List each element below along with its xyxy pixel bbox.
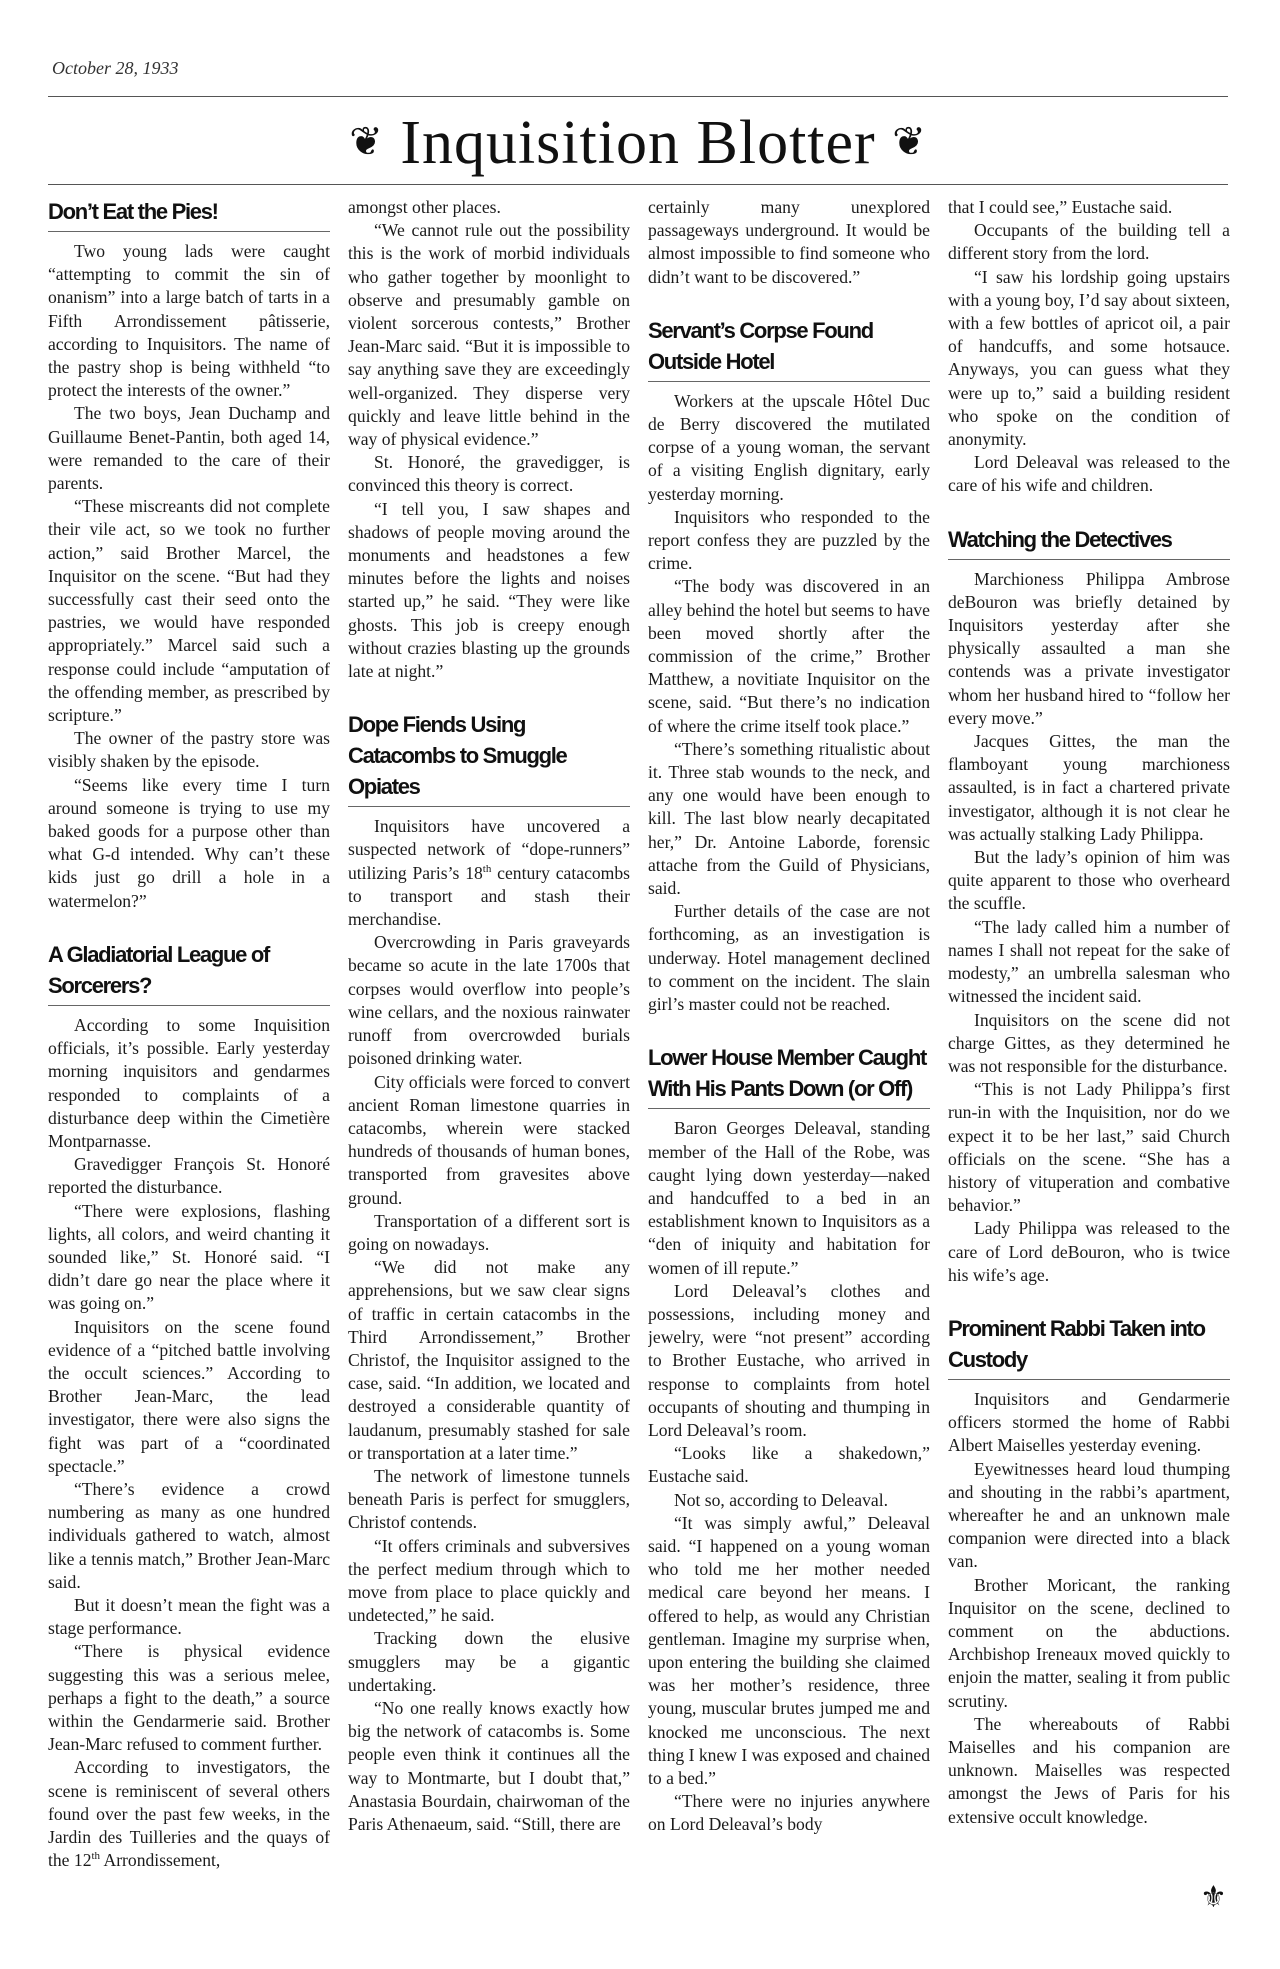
paragraph: Transportation of a different sort is going on nowadays. — [348, 1210, 630, 1254]
paragraph: “It offers criminals and subversives the perfect medium through which to move from place to place quickly and undetected,” he said. — [348, 1535, 630, 1626]
headline-detectives: Watching the Detectives — [948, 524, 1230, 560]
fleur-de-lis-icon: ⚜ — [1200, 1881, 1227, 1914]
paragraph: Inquisitors on the scene found evidence of a “pitched battle involving the occult sciences.” According to Brother Jean-Marc, the lead investigator, there were also signs the fight was part of a “coordinated spectacle.” — [48, 1316, 330, 1476]
paragraph: “Looks like a shakedown,” Eustache said. — [648, 1443, 930, 1487]
paragraph: “I tell you, I saw shapes and shadows of people moving around the monuments and headstones a few minutes before the lights and noises started up,” he said. “They were like ghosts. This job is creepy enough without crazies blasting up the grounds late at night.” — [348, 498, 630, 682]
paragraph: Occupants of the building tell a different story from the lord. — [948, 220, 1230, 264]
paragraph: Eyewitnesses heard loud thumping and shouting in the rabbi’s apartment, whereafter he and an unknown male companion were directed into a black van. — [948, 1458, 1230, 1572]
top-rule — [48, 96, 1228, 97]
paragraph: Jacques Gittes, the man the flamboyant young marchioness assaulted, is in fact a chartered private investigator, although it is not clear he was actually stalking Lady Philippa. — [948, 731, 1230, 844]
paragraph: “I saw his lordship going upstairs with a young boy, I’d say about sixteen, with a few bottles of apricot oil, a pair of handcuffs, and some hotsauce. Anyways, you can guess what they were up to,” said a building resident who spoke on the condition of anonymity. — [948, 266, 1230, 450]
flourish-left-icon: ❦ — [349, 119, 384, 164]
paragraph: Inquisitors and Gendarmerie officers stormed the home of Rabbi Albert Maiselles yesterday evening. — [948, 1388, 1230, 1456]
column-4 — [948, 196, 1230, 1946]
paragraph: “There is physical evidence suggesting this was a serious melee, perhaps a fight to the death,” a source within the Gendarmerie said. Brother Jean-Marc refused to comment further. — [48, 1641, 330, 1755]
headline-lower-house: Lower House Member Caught With His Pants Down (or Off) — [648, 1042, 930, 1109]
paragraph: St. Honoré, the gravedigger, is convinced this theory is correct. — [348, 452, 630, 496]
headline-rabbi: Prominent Rabbi Taken into Custody — [948, 1313, 1230, 1380]
paragraph: Baron Georges Deleaval, standing member of the Hall of the Robe, was caught lying down yesterday—naked and handcuffed to a bed in an establishment known to Inquisitors as a “den of iniquity and habitation for women of ill repute.” — [648, 1118, 930, 1278]
paragraph: amongst other places. — [348, 197, 501, 217]
paragraph: But the lady’s opinion of him was quite apparent to those who overheard the scuffle. — [948, 847, 1230, 914]
paragraph: “These miscreants did not complete their vile act, so we took no further action,” said Brother Marcel, the Inquisitor on the scene. “But had they successfully cast their seed onto the pastries, we would have responded appropriately.” Marcel said such a response could include “amputation of the offending member, as prescribed by scripture.” — [48, 496, 330, 726]
paragraph: Marchioness Philippa Ambrose deBouron was briefly detained by Inquisitors yesterday after she physically assaulted a man she contends was a private investigator whom her husband hired to “follow her every move.” — [948, 568, 1230, 728]
text-run: Inquisitors have uncovered a suspected network of “dope-runners” utilizing Paris’s 18 — [348, 816, 630, 883]
paragraph: Workers at the upscale Hôtel Duc de Berry discovered the mutilated corpse of a young woman, the servant of a visiting English dignitary, early yesterday morning. — [648, 390, 930, 504]
paragraph: “There were no injuries anywhere on Lord Deleaval’s body — [648, 1791, 930, 1835]
paragraph: But it doesn’t mean the fight was a stage performance. — [48, 1594, 330, 1639]
paragraph: Not so, according to Deleaval. — [674, 1489, 888, 1510]
paragraph: “The body was discovered in an alley behind the hotel but seems to have been moved shortly after the commission of the crime,” Brother Matthew, a novitiate Inquisitor on the scene, said. “But there’s no indication of where the crime itself took place.” — [648, 576, 930, 736]
issue-date: October 28, 1933 — [52, 58, 179, 78]
paragraph: The network of limestone tunnels beneath Paris is perfect for smugglers, Christof contends. — [348, 1465, 630, 1533]
paragraph: The two boys, Jean Duchamp and Guillaume Benet-Pantin, both aged 14, were remanded to the care of their parents. — [48, 403, 330, 494]
column-1 — [48, 196, 330, 1946]
page-title: Inquisition Blotter — [400, 109, 876, 177]
paragraph: “It was simply awful,” Deleaval said. “I happened on a young woman who told me her mother needed medical care beyond her means. I offered to help, as would any Christian gentleman. Imagine my surprise when, upon entering the building she claimed was her mother’s residence, three young, muscular brutes jumped me and knocked me unconscious. The next thing I knew I was exposed and chained to a bed.” — [648, 1512, 930, 1788]
paragraph: “There’s something ritualistic about it. Three stab wounds to the neck, and any one would have been enough to kill. The last blow nearly decapitated her,” Dr. Antoine Laborde, forensic attache from the Guild of Physicians, said. — [648, 738, 930, 899]
paragraph — [48, 1756, 330, 1872]
paragraph: “No one really knows exactly how big the network of catacombs is. Some people even think it continues all the way to Montmarte, but I doubt that,” Anastasia Bourdain, chairwoman of the Paris Athenaeum, said. “Still, there are — [348, 1697, 630, 1834]
paragraph: Brother Moricant, the ranking Inquisitor on the scene, declined to comment on the abductions. Archbishop Ireneaux moved quickly to enjoin the matter, sealing it from public scrutiny. — [948, 1574, 1230, 1711]
ordinal-suffix: th — [482, 862, 492, 875]
paragraph — [348, 815, 630, 931]
headline-sorcerers: A Gladiatorial League of Sorcerers? — [48, 939, 330, 1006]
headline-catacombs: Dope Fiends Using Catacombs to Smuggle Opiates — [348, 709, 630, 807]
paragraph: Overcrowding in Paris graveyards became so acute in the late 1700s that corpses would overflow into people’s wine cellars, and the noxious rainwater runoff from overcrowded burials poisoned drinking water. — [348, 932, 630, 1069]
text-run: century catacombs to transport and stash their merchandise. — [348, 862, 630, 930]
paragraph: “Seems like every time I turn around someone is trying to use my baked goods for a purpose other than what G-d intended. Why can’t these kids just go drill a hole in a watermelon?” — [48, 774, 330, 911]
ordinal-suffix: th — [91, 1850, 101, 1863]
column-3 — [648, 196, 930, 1946]
paragraph: certainly many unexplored passageways underground. It would be almost impossible to find someone who didn’t want to be discovered.” — [648, 197, 930, 287]
paragraph: “The lady called him a number of names I shall not repeat for the sake of modesty,” an umbrella salesman who witnessed the incident said. — [948, 916, 1230, 1007]
paragraph: “We cannot rule out the possibility this is the work of morbid individuals who gather together by moonlight to observe and presumably gamble on violent sorcerous contests,” Brother Jean-Marc said. “But it is impossible to say anything save they are exceedingly well-organized. They disperse very quickly and leave little behind in the way of physical evidence.” — [348, 220, 630, 450]
paragraph: Gravedigger François St. Honoré reported the disturbance. — [48, 1154, 330, 1198]
paragraph: Inquisitors who responded to the report confess they are puzzled by the crime. — [648, 506, 930, 574]
paragraph: City officials were forced to convert ancient Roman limestone quarries in catacombs, wherein were stacked hundreds of thousands of human bones, transported from gravesites above ground. — [348, 1071, 630, 1208]
text-run: According to investigators, the scene is reminiscent of several others found over the past few weeks, in the Jardin des Tuilleries and the quays of the 12 — [48, 1757, 330, 1871]
paragraph: Further details of the case are not forthcoming, as an investigation is underway. Hotel management declined to comment on the incident. The slain girl’s master could not be reached. — [648, 901, 930, 1015]
paragraph: “We did not make any apprehensions, but we saw clear signs of traffic in certain catacombs in the Third Arrondissement,” Brother Christof, the Inquisitor assigned to the case, said. “In addition, we located and destroyed a considerable quantity of laudanum, presumably stashed for sale or transportation at a later time.” — [348, 1257, 630, 1463]
headline-servant: Servant’s Corpse Found Outside Hotel — [648, 315, 930, 382]
paragraph: The whereabouts of Rabbi Maiselles and his companion are unknown. Maiselles was respected amongst the Jews of Paris for his extensive occult knowledge. — [948, 1713, 1230, 1827]
paragraph: “There were explosions, flashing lights, all colors, and weird chanting it sounded like,” St. Honoré said. “I didn’t dare go near the place where it was going on.” — [48, 1200, 330, 1314]
paragraph: Tracking down the elusive smugglers may be a gigantic undertaking. — [348, 1628, 630, 1695]
paragraph: Lady Philippa was released to the care of Lord deBouron, who is twice his wife’s age. — [948, 1218, 1230, 1285]
paragraph: “There’s evidence a crowd numbering as many as one hundred individuals gathered to watch, almost like a tennis match,” Brother Jean-Marc said. — [48, 1478, 330, 1592]
paragraph: According to some Inquisition officials, it’s possible. Early yesterday morning inquisitors and gendarmes responded to complaints of a disturbance deep within the Cimetière Montparnasse. — [48, 1014, 330, 1151]
paragraph: that I could see,” Eustache said. — [948, 197, 1173, 217]
paragraph: Lord Deleaval was released to the care of his wife and children. — [948, 452, 1230, 496]
headline-pies: Don’t Eat the Pies! — [48, 196, 330, 232]
paragraph: Two young lads were caught “attempting to commit the sin of onanism” into a large batch of tarts in a Fifth Arrondissement pâtisserie, according to Inquisitors. The name of the pastry shop is being withheld “to protect the interests of the owner.” — [48, 241, 330, 401]
column-2 — [348, 196, 630, 1946]
text-run: Arrondissement, — [100, 1850, 221, 1871]
paragraph: Lord Deleaval’s clothes and possessions, including money and jewelry, were “not present” according to Brother Eustache, who arrived in response to complaints from hotel occupants of shouting and thumping in Lord Deleaval’s room. — [648, 1280, 930, 1440]
masthead-rule — [48, 184, 1228, 185]
masthead — [48, 104, 1228, 180]
flourish-right-icon: ❦ — [892, 119, 927, 164]
paragraph: “This is not Lady Philippa’s first run-in with the Inquisition, nor do we expect it to be her last,” said Church officials on the scene. “She has a history of vituperation and combative behavior.” — [948, 1079, 1230, 1216]
paragraph: Inquisitors on the scene did not charge Gittes, as they determined he was not responsible for the disturbance. — [948, 1009, 1230, 1076]
paragraph: The owner of the pastry store was visibly shaken by the episode. — [48, 728, 330, 772]
